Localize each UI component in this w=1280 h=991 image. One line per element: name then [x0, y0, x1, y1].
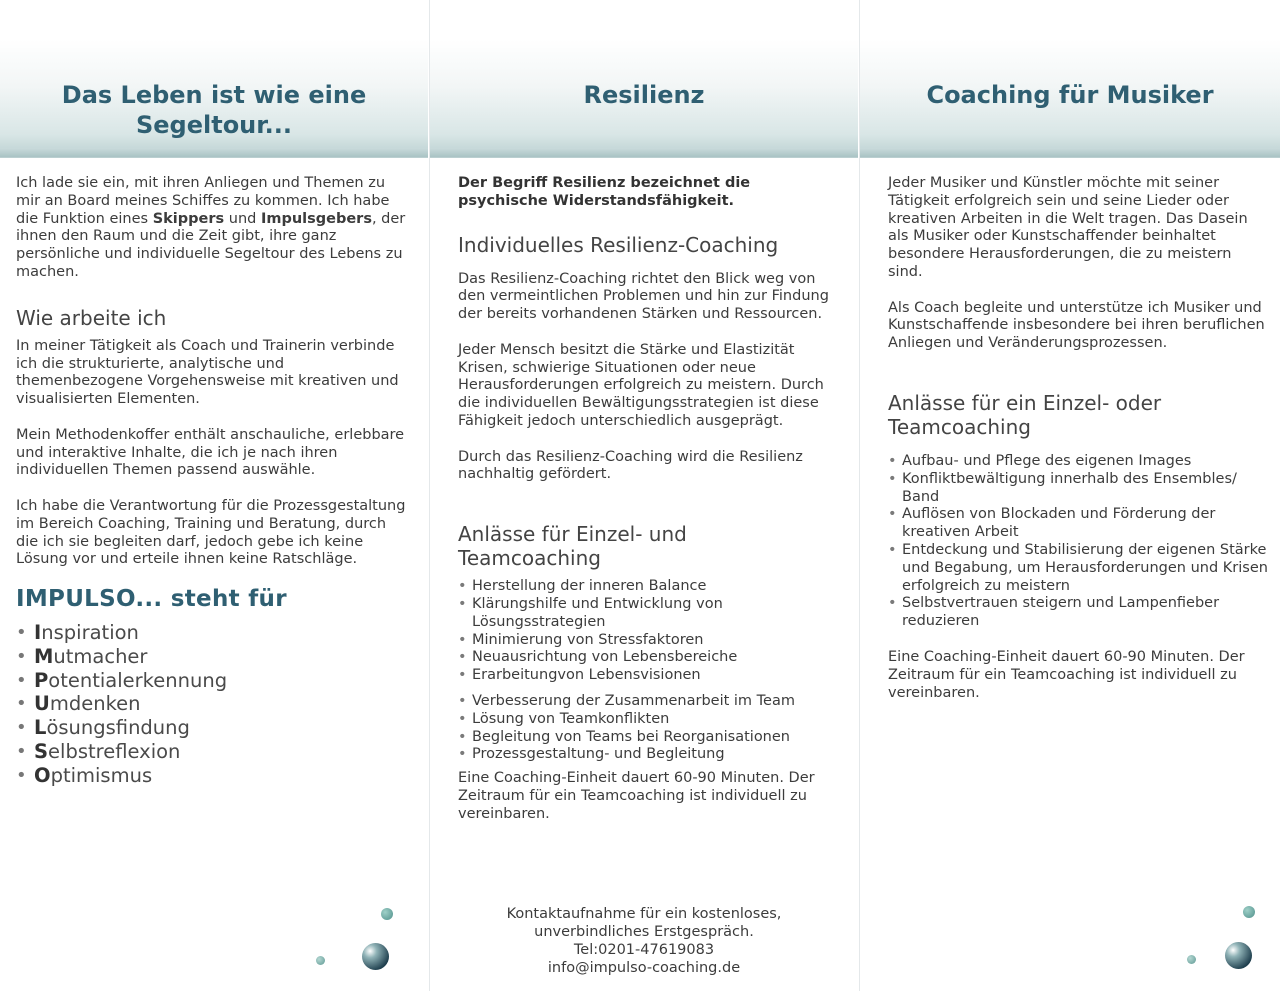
impulso-item: [16, 692, 408, 716]
contact-email: info@impulso-coaching.de: [547, 960, 741, 976]
intro-text-c: , der ihnen den Raum und die Zeit gibt, ihre ganz persönliche und individuelle Segeltour des Lebens zu machen.: [16, 210, 406, 280]
list-item: • Entdeckung und Stabilisierung der eigenen Stärke und Begabung, um Herausforderungen und Krisen erfolgreich zu meistern: [888, 542, 1268, 595]
contact-block: [430, 905, 858, 977]
duration-paragraph: Eine Coaching-Einheit dauert 60-90 Minuten. Der Zeitraum für ein Teamcoaching ist individuell zu vereinbaren.: [888, 648, 1245, 701]
impulso-item: [16, 716, 408, 740]
list-item: • Klärungshilfe und Entwicklung von Lösungsstrategien: [458, 596, 830, 632]
decorative-dot-icon: [1243, 906, 1255, 918]
intro-skipper: Skippers: [152, 210, 225, 227]
list-item: • Verbesserung der Zusammenarbeit im Team: [458, 693, 830, 711]
resilience-paragraph-2: Jeder Mensch besitzt die Stärke und Elastizität Krisen, schwierige Situationen oder neue Herausforderungen erfolgreich zu meistern. Durch die individuellen Bewältigungsstrategien ist diese Fähigkeit jedoch unterschiedlich ausgeprägt.: [458, 341, 824, 429]
impulso-heading: IMPULSO... steht für: [16, 586, 287, 613]
intro-text-a: Ich lade sie ein, mit ihren Anliegen und Themen zu mir an Board meines Schiffes zu kommen. Ich habe die Funktion eines: [16, 175, 390, 227]
impulso-item: [16, 621, 408, 645]
lead-paragraph: Der Begriff Resilienz bezeichnet die psychische Widerstandsfähigkeit.: [458, 175, 751, 209]
panel-header: [860, 0, 1280, 158]
list-item: • Erarbeitungvon Lebensvisionen: [458, 667, 830, 685]
work-paragraph-2: Mein Methodenkoffer enthält anschauliche, erlebbare und interaktive Inhalte, die ich je nach ihren individuellen Themen passend auswähle.: [16, 426, 405, 479]
panel-segeltour: [0, 0, 428, 991]
impulso-list: [16, 621, 408, 788]
impulso-item: [16, 740, 408, 764]
intro-text-b: und: [224, 210, 261, 227]
duration-paragraph: Eine Coaching-Einheit dauert 60-90 Minuten. Der Zeitraum für ein Teamcoaching ist individuell zu vereinbaren.: [458, 770, 815, 822]
header-rule: [0, 148, 428, 157]
intro-impulsgeber: Impulsgebers: [260, 210, 372, 227]
impulso-initial: P: [34, 668, 49, 692]
panel-body: [16, 175, 408, 788]
decorative-dot-icon: [381, 908, 393, 920]
list-item: • Selbstvertrauen steigern und Lampenfieber reduzieren: [888, 595, 1268, 631]
impulso-initial: S: [34, 739, 49, 763]
list-item: • Minimierung von Stressfaktoren: [458, 632, 830, 650]
work-paragraph-1: In meiner Tätigkeit als Coach und Trainerin verbinde ich die strukturierte, analytische und themenbezogene Vorgehensweise mit kreativen und visualisierten Elementen.: [16, 337, 399, 408]
impulso-initial: I: [34, 620, 42, 644]
impulso-word: mdenken: [49, 692, 141, 716]
impulso-initial: U: [34, 692, 50, 716]
section-heading-occasions: Anlässe für Einzel- und Teamcoaching: [458, 522, 687, 571]
musician-paragraph-1: Jeder Musiker und Künstler möchte mit seiner Tätigkeit erfolgreich sein und seine Lieder oder kreativen Arbeiten in die Welt tragen. Das Dasein als Musiker oder Kunstschaffender beinhaltet besondere Herausforderungen, die zu meistern sind.: [888, 175, 1248, 280]
title-line-1: Das Leben ist wie eine: [61, 81, 367, 109]
decorative-sphere-icon: [1225, 942, 1252, 969]
list-item: • Lösung von Teamkonflikten: [458, 711, 830, 729]
decorative-sphere-icon: [362, 943, 389, 970]
work-paragraph-3: Ich habe die Verantwortung für die Prozessgestaltung im Bereich Coaching, Training und Beratung, durch die ich sie begleiten darf, jedoch gebe ich keine Lösung vor und erteile ihnen keine Ratschläge.: [16, 497, 406, 568]
occasions-list-individual: [458, 578, 830, 685]
list-item: • Auflösen von Blockaden und Förderung der kreativen Arbeit: [888, 506, 1268, 542]
resilience-paragraph-1: Das Resilienz-Coaching richtet den Blick weg von den vermeintlichen Problemen und hin zur Findung der bereits vorhandenen Stärken und Ressourcen.: [458, 270, 829, 323]
impulso-word: utmacher: [53, 644, 148, 668]
section-heading-work: Wie arbeite ich: [16, 305, 167, 330]
panel-body: [888, 175, 1268, 720]
impulso-word: ösungsfindung: [46, 716, 190, 740]
intro-paragraph: [16, 175, 408, 282]
contact-phone: Tel:0201-47619083: [573, 942, 715, 958]
list-item: • Herstellung der inneren Balance: [458, 578, 830, 596]
panel-title: Coaching für Musiker: [926, 81, 1214, 109]
list-item: • Neuausrichtung von Lebensbereiche: [458, 649, 830, 667]
panel-body: [458, 175, 830, 841]
list-item: • Prozessgestaltung- und Begleitung: [458, 746, 830, 764]
panel-title: [0, 80, 428, 140]
decorative-dot-icon: [1187, 955, 1196, 964]
impulso-word: nspiration: [41, 620, 139, 644]
occasions-list-team: [458, 693, 830, 764]
impulso-initial: M: [34, 644, 54, 668]
panel-title: Resilienz: [583, 81, 705, 109]
list-item: • Aufbau- und Pflege des eigenen Images: [888, 453, 1268, 471]
resilience-paragraph-3: Durch das Resilienz-Coaching wird die Resilienz nachhaltig gefördert.: [458, 448, 803, 483]
section-heading-individual: Individuelles Resilienz-Coaching: [458, 232, 779, 257]
panel-resilienz: [430, 0, 858, 991]
header-rule: [430, 148, 858, 157]
list-item: • Konfliktbewältigung innerhalb des Ensembles/ Band: [888, 471, 1268, 507]
occasions-list: [888, 453, 1268, 631]
impulso-word: otentialerkennung: [48, 668, 228, 692]
impulso-item: [16, 764, 408, 788]
list-item: • Begleitung von Teams bei Reorganisationen: [458, 729, 830, 747]
impulso-initial: O: [34, 763, 51, 787]
impulso-word: ptimismus: [50, 763, 153, 787]
contact-line: unverbindliches Erstgespräch.: [534, 924, 754, 940]
panel-musiker: [860, 0, 1280, 991]
contact-line: Kontaktaufnahme für ein kostenloses,: [506, 906, 782, 922]
musician-paragraph-2: Als Coach begleite und unterstütze ich Musiker und Kunstschaffende insbesondere bei ihren beruflichen Anliegen und Veränderungsprozessen.: [888, 299, 1265, 352]
impulso-item: [16, 669, 408, 693]
impulso-item: [16, 645, 408, 669]
header-rule: [860, 148, 1280, 157]
impulso-word: elbstreflexion: [48, 739, 181, 763]
panel-header: [0, 0, 428, 158]
panel-header: [430, 0, 858, 158]
decorative-dot-icon: [316, 956, 325, 965]
section-heading-occasions: Anlässe für ein Einzel- oder Teamcoaching: [888, 390, 1162, 439]
title-line-2: Segeltour...: [135, 111, 293, 139]
impulso-initial: L: [34, 716, 47, 740]
